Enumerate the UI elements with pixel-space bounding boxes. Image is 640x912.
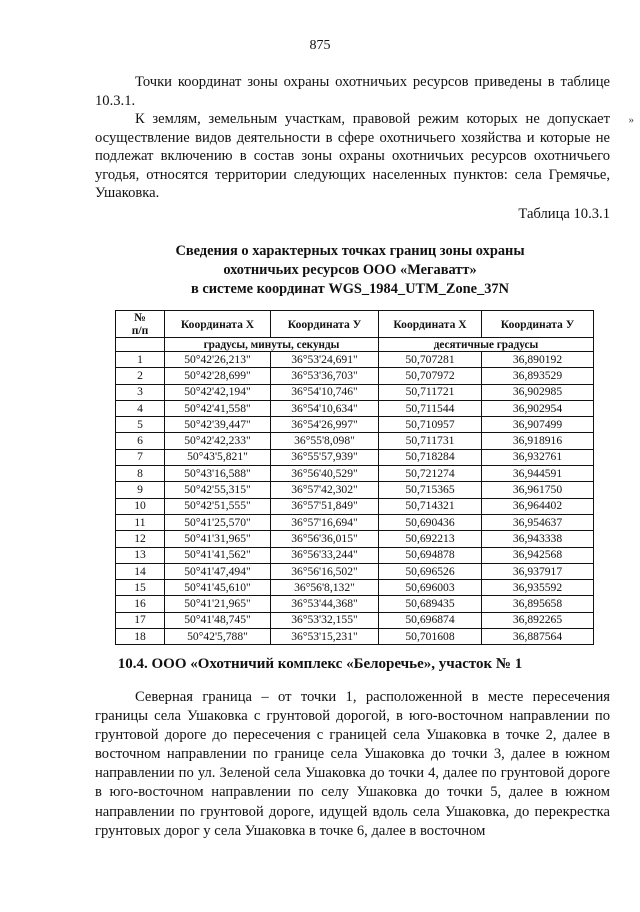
- cell-x-decimal: 50,701608: [379, 629, 482, 645]
- cell-number: 14: [116, 563, 165, 579]
- header-y-dms: Координата У: [271, 311, 379, 338]
- cell-y-dms: 36°56'8,132": [271, 580, 379, 596]
- cell-number: 12: [116, 531, 165, 547]
- cell-y-decimal: 36,937917: [482, 563, 594, 579]
- table-row: [116, 449, 594, 465]
- table-row: [116, 596, 594, 612]
- cell-x-decimal: 50,714321: [379, 498, 482, 514]
- cell-x-dms: 50°41'45,610": [165, 580, 271, 596]
- cell-x-dms: 50°42'39,447": [165, 417, 271, 433]
- cell-x-dms: 50°41'47,494": [165, 563, 271, 579]
- coordinates-table: [115, 310, 594, 645]
- table-row: [116, 629, 594, 645]
- table-row: [116, 433, 594, 449]
- cell-number: 3: [116, 384, 165, 400]
- cell-y-dms: 36°54'10,746": [271, 384, 379, 400]
- table-row: [116, 400, 594, 416]
- cell-y-dms: 36°54'26,997": [271, 417, 379, 433]
- paragraph-north-boundary: Северная граница – от точки 1, расположенной в месте пересечения границы села Ушаковка с грунтовой дорогой, в юго-восточном направлении по грунтовой дороге до пересечения с границей села Ушаковка в точке 2, далее в восточном направлении по границе села Ушаковка до точки 3, далее в южном направлении по ул. Зеленой села Ушаковка до точки 4, далее по грунтовой дороге в юго-восточном направлении по селу Ушаковка до точки 5, далее в южном направлении по грунтовой дороге, идущей вдоль села Ушаковка, до перекрестка грунтовых дорог у села Ушаковка в точке 6, далее в восточном: [95, 689, 610, 839]
- table-row: [116, 612, 594, 628]
- cell-y-dms: 36°56'33,244": [271, 547, 379, 563]
- table-row: [116, 580, 594, 596]
- page-number: 875: [309, 38, 331, 53]
- cell-number: 7: [116, 449, 165, 465]
- cell-x-decimal: 50,707281: [379, 352, 482, 368]
- units-dms: градусы, минуты, секунды: [165, 338, 379, 352]
- cell-x-decimal: 50,710957: [379, 417, 482, 433]
- cell-x-dms: 50°41'25,570": [165, 514, 271, 530]
- cell-number: 8: [116, 466, 165, 482]
- cell-y-decimal: 36,887564: [482, 629, 594, 645]
- cell-x-decimal: 50,694878: [379, 547, 482, 563]
- cell-x-decimal: 50,696526: [379, 563, 482, 579]
- header-x-decimal: Координата Х: [379, 311, 482, 338]
- cell-x-decimal: 50,696874: [379, 612, 482, 628]
- cell-y-dms: 36°57'16,694": [271, 514, 379, 530]
- cell-y-decimal: 36,942568: [482, 547, 594, 563]
- cell-number: 1: [116, 352, 165, 368]
- cell-y-dms: 36°57'51,849": [271, 498, 379, 514]
- cell-x-decimal: 50,707972: [379, 368, 482, 384]
- cell-y-decimal: 36,961750: [482, 482, 594, 498]
- cell-number: 6: [116, 433, 165, 449]
- table-row: [116, 547, 594, 563]
- cell-y-dms: 36°53'15,231": [271, 629, 379, 645]
- cell-y-dms: 36°56'16,502": [271, 563, 379, 579]
- cell-x-dms: 50°42'42,194": [165, 384, 271, 400]
- cell-x-dms: 50°41'21,965": [165, 596, 271, 612]
- header-y-decimal: Координата У: [482, 311, 594, 338]
- cell-number: 10: [116, 498, 165, 514]
- cell-y-dms: 36°53'44,368": [271, 596, 379, 612]
- cell-y-dms: 36°56'36,015": [271, 531, 379, 547]
- header-number-line2: п/п: [131, 324, 149, 337]
- cell-x-dms: 50°41'41,562": [165, 547, 271, 563]
- cell-y-decimal: 36,892265: [482, 612, 594, 628]
- cell-x-dms: 50°42'41,558": [165, 400, 271, 416]
- cell-x-decimal: 50,715365: [379, 482, 482, 498]
- cell-y-decimal: 36,893529: [482, 368, 594, 384]
- cell-x-decimal: 50,696003: [379, 580, 482, 596]
- cell-x-dms: 50°42'51,555": [165, 498, 271, 514]
- table-header-row: [116, 311, 594, 338]
- cell-x-dms: 50°42'5,788": [165, 629, 271, 645]
- cell-number: 17: [116, 612, 165, 628]
- cell-x-dms: 50°43'16,588": [165, 466, 271, 482]
- cell-x-decimal: 50,718284: [379, 449, 482, 465]
- cell-y-decimal: 36,944591: [482, 466, 594, 482]
- cell-x-dms: 50°42'26,213": [165, 352, 271, 368]
- table-units-row: [116, 338, 594, 352]
- cell-number: 9: [116, 482, 165, 498]
- cell-number: 11: [116, 514, 165, 530]
- cell-y-dms: 36°55'8,098": [271, 433, 379, 449]
- section-heading: 10.4. ООО «Охотничий комплекс «Белоречье», участок № 1: [117, 656, 523, 672]
- cell-y-decimal: 36,935592: [482, 580, 594, 596]
- cell-x-decimal: 50,690436: [379, 514, 482, 530]
- cell-x-dms: 50°42'42,233": [165, 433, 271, 449]
- cell-y-decimal: 36,907499: [482, 417, 594, 433]
- cell-x-decimal: 50,692213: [379, 531, 482, 547]
- cell-number: 13: [116, 547, 165, 563]
- table-row: [116, 368, 594, 384]
- cell-x-dms: 50°42'28,699": [165, 368, 271, 384]
- table-row: [116, 482, 594, 498]
- cell-number: 4: [116, 400, 165, 416]
- paragraph-excluded-lands: К землям, земельным участкам, правовой режим которых не допускает осуществление видов деятельности в сфере охотничьего хозяйства и которые не подлежат включению в состав зоны охраны охотничьих ресурсов охотничьего угодья, относятся территории следующих населенных пунктов: села Гремячье, Ушаковка.: [95, 111, 610, 201]
- cell-number: 15: [116, 580, 165, 596]
- table-title-line: охотничьих ресурсов ООО «Мегаватт»: [223, 262, 477, 278]
- table-row: [116, 384, 594, 400]
- cell-x-dms: 50°41'31,965": [165, 531, 271, 547]
- cell-y-dms: 36°53'24,691": [271, 352, 379, 368]
- cell-y-dms: 36°53'32,155": [271, 612, 379, 628]
- cell-y-dms: 36°55'57,939": [271, 449, 379, 465]
- cell-x-decimal: 50,711544: [379, 400, 482, 416]
- cell-number: 5: [116, 417, 165, 433]
- cell-x-dms: 50°42'55,315": [165, 482, 271, 498]
- cell-y-decimal: 36,964402: [482, 498, 594, 514]
- table-body: [116, 352, 594, 645]
- cell-y-decimal: 36,902954: [482, 400, 594, 416]
- table-row: [116, 466, 594, 482]
- header-number: [116, 311, 165, 338]
- cell-x-decimal: 50,711721: [379, 384, 482, 400]
- cell-number: 2: [116, 368, 165, 384]
- cell-number: 16: [116, 596, 165, 612]
- table-title-line: Сведения о характерных точках границ зоны охраны: [175, 243, 525, 259]
- table-row: [116, 352, 594, 368]
- table-row: [116, 498, 594, 514]
- cell-y-decimal: 36,943338: [482, 531, 594, 547]
- units-decimal: десятичные градусы: [379, 338, 594, 352]
- cell-x-dms: 50°41'48,745": [165, 612, 271, 628]
- table-row: [116, 514, 594, 530]
- table-row: [116, 531, 594, 547]
- cell-y-dms: 36°54'10,634": [271, 400, 379, 416]
- cell-y-dms: 36°53'36,703": [271, 368, 379, 384]
- table-row: [116, 417, 594, 433]
- cell-y-decimal: 36,954637: [482, 514, 594, 530]
- cell-y-decimal: 36,932761: [482, 449, 594, 465]
- table-title-line: в системе координат WGS_1984_UTM_Zone_37N: [190, 281, 510, 297]
- cell-x-decimal: 50,721274: [379, 466, 482, 482]
- cell-y-dms: 36°56'40,529": [271, 466, 379, 482]
- cell-y-decimal: 36,918916: [482, 433, 594, 449]
- cell-y-decimal: 36,895658: [482, 596, 594, 612]
- cell-x-dms: 50°43'5,821": [165, 449, 271, 465]
- cell-y-decimal: 36,890192: [482, 352, 594, 368]
- cell-y-decimal: 36,902985: [482, 384, 594, 400]
- margin-mark: »: [628, 114, 634, 126]
- table-row: [116, 563, 594, 579]
- header-x-dms: Координата Х: [165, 311, 271, 338]
- header-number-line1: №: [134, 311, 146, 324]
- cell-x-decimal: 50,689435: [379, 596, 482, 612]
- units-spacer: [116, 338, 165, 352]
- cell-number: 18: [116, 629, 165, 645]
- table-title: [100, 242, 600, 299]
- cell-y-dms: 36°57'42,302": [271, 482, 379, 498]
- cell-x-decimal: 50,711731: [379, 433, 482, 449]
- paragraph-coordinates-reference: Точки координат зоны охраны охотничьих ресурсов приведены в таблице 10.3.1.: [95, 74, 610, 109]
- table-caption: Таблица 10.3.1: [518, 206, 610, 222]
